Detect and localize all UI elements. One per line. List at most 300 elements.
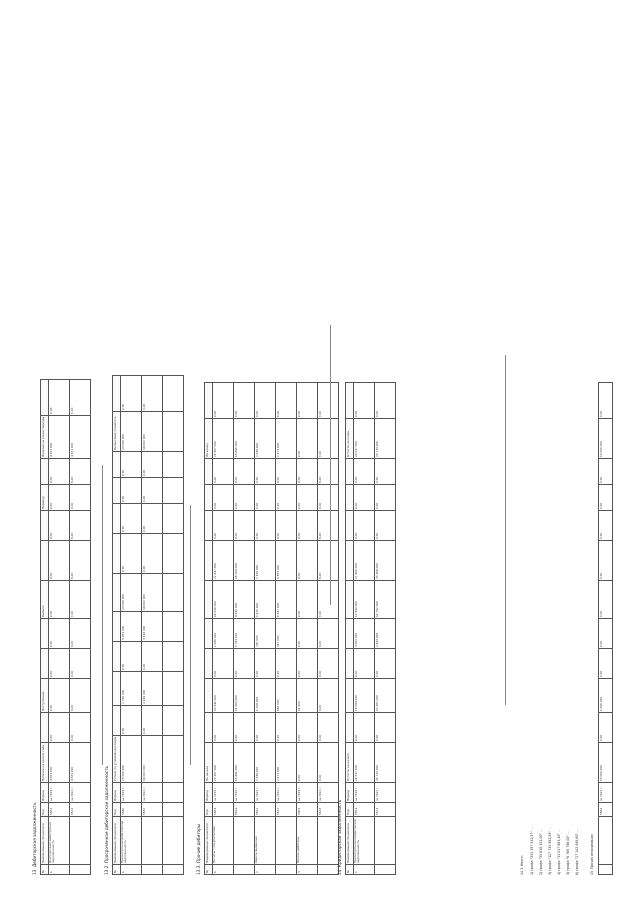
table-cell — [163, 783, 184, 803]
table-row — [375, 383, 396, 875]
table-cell: за 2022 г. — [234, 783, 255, 803]
table-cell: 0,00 — [234, 383, 255, 419]
table-cell: 1 647 000 — [276, 581, 297, 619]
table-cell: 0,00 — [297, 541, 318, 581]
table-cell: 700 000 — [255, 619, 276, 649]
table-cell — [375, 865, 396, 875]
table-cell: 5621 — [234, 803, 255, 817]
table-cell: 3 002 000 — [354, 619, 375, 649]
table-cell: 0,00 — [318, 743, 339, 783]
header-cell — [113, 533, 121, 573]
header-cell: Наименование показателя — [346, 817, 354, 865]
table-cell: 24 617 000 — [354, 743, 375, 783]
table-cell: 0,00 — [599, 581, 613, 619]
table-cell: 11 000 — [297, 679, 318, 713]
table-cell: 5602 — [255, 803, 276, 817]
table-cell: 0,00 — [70, 581, 91, 619]
table-cell: за 2022 г. — [142, 783, 163, 803]
last-table — [598, 382, 613, 875]
table-cell: 0,00 — [49, 679, 70, 713]
table-cell: 1 000 000 — [599, 679, 613, 713]
table-cell: 2 060 000 — [213, 619, 234, 649]
table-cell: 0,00 — [318, 383, 339, 419]
table-row — [276, 383, 297, 875]
header-cell — [205, 679, 213, 713]
header-cell — [346, 383, 354, 419]
table-cell: 0,00 — [318, 419, 339, 459]
table-cell: 956 000 — [276, 679, 297, 713]
table-cell: 0,00 — [70, 679, 91, 713]
table-cell: 0,00 — [318, 713, 339, 743]
header-cell: Наименование показателя — [113, 817, 121, 865]
table-cell: 27 901 000 — [354, 541, 375, 581]
table-cell: 0,00 — [255, 485, 276, 511]
note-line: 3) графа "127 734 982,49" ... — [548, 827, 552, 875]
table-header-row — [205, 383, 213, 875]
table-cell — [318, 865, 339, 875]
table-cell: 0,00 — [599, 459, 613, 485]
table-cell — [163, 611, 184, 641]
table-cell: 13 187 000 — [375, 679, 396, 713]
table-cell: 0,00 — [297, 713, 318, 743]
note-line: 5) графа "6 768 786,00" ... — [566, 831, 570, 875]
table-row — [599, 383, 613, 875]
table-row — [121, 375, 142, 874]
table-cell: 0,00 — [276, 485, 297, 511]
table-cell: 2 159 000 — [255, 541, 276, 581]
header-cell — [205, 485, 213, 511]
header-cell — [346, 541, 354, 581]
table-cell: 5601 — [213, 803, 234, 817]
table-cell: 10 792 000 — [375, 581, 396, 619]
table-cell: 0,00 — [255, 511, 276, 541]
table-cell — [234, 865, 255, 875]
table-cell: 0,00 — [297, 485, 318, 511]
header-cell: Остаток на начало — [346, 743, 354, 783]
table-cell — [142, 817, 163, 865]
table-cell: 0,00 — [375, 713, 396, 743]
table-cell: 0,00 — [142, 533, 163, 573]
header-cell: Наименование показателя — [205, 817, 213, 865]
table-cell — [163, 705, 184, 735]
table-cell: 0,00 — [49, 541, 70, 581]
table-cell — [599, 865, 613, 875]
table-cell: за 2022 г. — [276, 783, 297, 803]
table-cell: 0,00 — [49, 459, 70, 485]
table-cell: 0,00 — [255, 713, 276, 743]
header-cell: Код — [113, 803, 121, 817]
table-cell: 0,00 — [354, 649, 375, 679]
table-cell: 2 639 000 — [255, 419, 276, 459]
table-cell: 5622 — [276, 803, 297, 817]
table-cell: 0,00 — [375, 485, 396, 511]
header-cell — [346, 649, 354, 679]
table-cell: 4 561 000 — [49, 415, 70, 458]
table-header-row — [346, 383, 354, 875]
table-cell: 0,00 — [121, 533, 142, 573]
header-cell — [113, 573, 121, 611]
table-cell: 0,00 — [297, 619, 318, 649]
table-cell: 16 891 000 — [234, 743, 255, 783]
header-cell — [346, 511, 354, 541]
table-cell: 16 891 000 — [234, 419, 255, 459]
table-cell: 0,00 — [121, 451, 142, 477]
header-cell: Поступление — [41, 679, 49, 713]
header-cell — [113, 641, 121, 671]
header-cell: № — [113, 865, 121, 875]
table-cell — [375, 817, 396, 865]
header-cell — [113, 611, 121, 641]
table-cell: 0,00 — [354, 511, 375, 541]
section-title: 13.3. Прочие дебиторы — [196, 823, 201, 875]
table-cell — [163, 641, 184, 671]
table-cell: 0,00 — [142, 477, 163, 503]
table-cell: за 2022 г. — [375, 783, 396, 803]
table-cell: 1 — [213, 865, 234, 875]
table-cell: 20 713 000 — [375, 743, 396, 783]
header-cell: Выбыло — [41, 581, 49, 619]
table-cell: 0,00 — [276, 459, 297, 485]
table-cell: 0,00 — [318, 485, 339, 511]
table-cell: 20 367 000 — [213, 743, 234, 783]
table-cell: за 2023 г. — [255, 783, 276, 803]
table-cell: 0,00 — [318, 511, 339, 541]
header-cell — [346, 459, 354, 485]
table-row — [354, 383, 375, 875]
header-cell: Период — [41, 783, 49, 803]
table-cell: 0,00 — [49, 581, 70, 619]
table-cell: Расчеты с покупателями — [213, 817, 234, 865]
header-cell: На начало — [205, 743, 213, 783]
table-cell: 4 561 000 — [70, 743, 91, 783]
table-row — [213, 383, 234, 875]
table-cell: 0,00 — [599, 649, 613, 679]
table-cell: 0,00 — [213, 649, 234, 679]
table-cell: 1 — [121, 865, 142, 875]
header-cell — [41, 459, 49, 485]
table-cell: 0,00 — [49, 511, 70, 541]
table-cell: 0,00 — [354, 713, 375, 743]
table-cell: 0,00 — [49, 619, 70, 649]
table-cell — [599, 817, 613, 865]
table-cell — [276, 865, 297, 875]
header-cell — [41, 379, 49, 415]
table-cell: 19 062 000 — [142, 735, 163, 782]
table-cell: 0,00 — [234, 459, 255, 485]
table-cell: 0,00 — [276, 511, 297, 541]
header-cell: Балансовая стоимость — [113, 411, 121, 451]
table-cell: 13 000 000 — [599, 743, 613, 783]
divider — [102, 465, 103, 765]
table-cell: 1 — [354, 865, 375, 875]
table-cell: 5540 — [121, 803, 142, 817]
table-cell — [163, 573, 184, 611]
table-cell: 347 000 — [276, 619, 297, 649]
header-cell: Наименование показателя — [41, 817, 49, 865]
note-line: 4) графа "11 017 883,40" ... — [557, 829, 561, 875]
header-cell — [346, 679, 354, 713]
table-cell: 2 019 000 — [142, 671, 163, 705]
header-cell: На конец — [205, 419, 213, 459]
table-cell: 0,00 — [297, 459, 318, 485]
header-cell: Наличие на начало года — [41, 743, 49, 783]
table-cell: 3 128 000 — [142, 611, 163, 641]
table-cell: 0,00 — [599, 485, 613, 511]
table-cell: 4 561 000 — [49, 743, 70, 783]
table-cell: 0,00 — [318, 679, 339, 713]
table-cell: 0,00 — [213, 713, 234, 743]
table-cell: 5581 — [599, 803, 613, 817]
table-cell: 2 639 000 — [255, 743, 276, 783]
table-cell: 5571 — [375, 803, 396, 817]
header-cell: Период — [113, 783, 121, 803]
table-cell: 0,00 — [354, 383, 375, 419]
notes-title: 14.1. Итого: — [520, 854, 524, 875]
table-cell — [163, 735, 184, 782]
table-cell — [163, 411, 184, 451]
table-cell: 9 415 000 — [234, 581, 255, 619]
table-cell: 2 171 000 — [276, 419, 297, 459]
table-cell: 5551 — [354, 803, 375, 817]
header-cell — [41, 649, 49, 679]
header-cell — [205, 511, 213, 541]
table-cell: 1 976 000 — [255, 581, 276, 619]
table-cell: 1 208 000 — [255, 679, 276, 713]
header-cell: Перевод — [41, 485, 49, 511]
table-cell: 0,00 — [276, 383, 297, 419]
header-cell — [346, 713, 354, 743]
header-cell — [205, 541, 213, 581]
table-cell: 5623 — [318, 803, 339, 817]
table-cell: 0,00 — [318, 649, 339, 679]
table-cell — [142, 865, 163, 875]
table-cell: 0,00 — [70, 619, 91, 649]
table-cell: 13 000 000 — [599, 419, 613, 459]
table-cell: 13 541 000 — [213, 679, 234, 713]
table-cell — [163, 671, 184, 705]
table-cell: 0,00 — [142, 641, 163, 671]
table-cell: Долгосрочная дебиторская задолженность — [49, 817, 70, 865]
table-cell: 11 030 000 — [213, 581, 234, 619]
table-cell: 0,00 — [255, 459, 276, 485]
table-cell: 4 561 000 — [70, 415, 91, 458]
table-cell: 3 — [297, 865, 318, 875]
table-header-row — [113, 375, 121, 874]
header-cell: № — [41, 865, 49, 875]
table-cell: 0,00 — [297, 419, 318, 459]
header-cell — [113, 375, 121, 411]
note-line: 1) графа "333 197 542,97" ... — [530, 827, 534, 875]
header-cell: Период — [346, 783, 354, 803]
table-cell: 0,00 — [70, 713, 91, 743]
table-cell — [163, 817, 184, 865]
header-cell — [205, 459, 213, 485]
table-cell: 0,00 — [599, 511, 613, 541]
table-cell: 1 781 000 — [234, 619, 255, 649]
table-row — [318, 383, 339, 875]
table-cell: 0,00 — [70, 649, 91, 679]
table-cell — [163, 803, 184, 817]
header-cell — [113, 705, 121, 735]
header-cell — [113, 503, 121, 533]
header-cell — [205, 649, 213, 679]
table-cell: 0,00 — [213, 511, 234, 541]
header-cell — [205, 713, 213, 743]
table-cell — [318, 817, 339, 865]
table-cell — [70, 865, 91, 875]
table-cell: 0,00 — [276, 713, 297, 743]
table-cell: 23 006 000 — [121, 411, 142, 451]
table-cell: за 2022 г. — [318, 783, 339, 803]
header-cell — [113, 477, 121, 503]
table-cell: 0,00 — [297, 511, 318, 541]
header-cell — [205, 383, 213, 419]
header-cell — [346, 581, 354, 619]
table-cell: 0,00 — [142, 451, 163, 477]
table-cell: за 2023 г. — [354, 783, 375, 803]
table-cell — [163, 451, 184, 477]
table-cell: 0,00 — [375, 383, 396, 419]
table-cell — [276, 817, 297, 865]
table-cell: 0,00 — [49, 649, 70, 679]
table-cell: 0,00 — [49, 713, 70, 743]
table-header-row — [41, 379, 49, 874]
table-cell: 5603 — [297, 803, 318, 817]
table-cell: 0,00 — [354, 459, 375, 485]
header-cell — [113, 671, 121, 705]
table-row — [234, 383, 255, 875]
table-cell: 18 209 000 — [234, 541, 255, 581]
table-cell: 20 713 000 — [375, 419, 396, 459]
table-cell: Прочие дебиторы — [297, 817, 318, 865]
table-cell: 0,00 — [255, 649, 276, 679]
table-cell: Краткосрочная кредиторская задолженность — [354, 817, 375, 865]
table-cell: 0,00 — [234, 713, 255, 743]
note-line: 2) графа "35 618 152,00" ... — [539, 829, 543, 875]
data-table — [112, 375, 184, 875]
table-cell: за 2022 г. — [70, 783, 91, 803]
section-title: 14. Кредиторская задолженность — [337, 799, 342, 875]
divider — [505, 355, 506, 705]
table-cell: 1 — [49, 865, 70, 875]
table-cell: 0,00 — [142, 705, 163, 735]
table-cell: Авансы выданные — [255, 817, 276, 865]
table-cell: 0,00 — [142, 375, 163, 411]
table-cell: 20 367 000 — [213, 419, 234, 459]
table-row — [163, 375, 184, 874]
header-cell: Период — [205, 783, 213, 803]
table-cell: за 2023 г. — [213, 783, 234, 803]
table-row — [142, 375, 163, 874]
table-cell: 0,00 — [234, 485, 255, 511]
header-cell: № — [205, 865, 213, 875]
header-cell — [41, 541, 49, 581]
table-cell: 0,00 — [121, 705, 142, 735]
header-cell: Учтено по условиям договора — [113, 735, 121, 782]
table-cell: 0,00 — [142, 503, 163, 533]
table-cell: 0,00 — [318, 459, 339, 485]
header-cell: Код — [205, 803, 213, 817]
table-cell — [163, 375, 184, 411]
last-section-title: 15. Прочая информация — [590, 834, 594, 875]
table-cell: 0,00 — [318, 581, 339, 619]
table-cell: 0,00 — [70, 541, 91, 581]
data-table — [40, 379, 91, 875]
table-cell: 24 617 000 — [354, 419, 375, 459]
table-cell: 0,00 — [276, 649, 297, 679]
header-cell — [41, 511, 49, 541]
table-cell: Краткосрочная дебиторская задолженность — [121, 817, 142, 865]
table-cell: 0,00 — [213, 485, 234, 511]
header-cell: Остаток на конец — [346, 419, 354, 459]
table-cell: 2 171 000 — [276, 743, 297, 783]
table-cell: 0,00 — [375, 511, 396, 541]
header-cell: Код — [346, 803, 354, 817]
table-cell: 0,00 — [599, 383, 613, 419]
table-cell: 1 853 000 — [276, 541, 297, 581]
table-cell: 0,00 — [234, 511, 255, 541]
table-cell: 2 443 000 — [375, 619, 396, 649]
table-cell — [163, 503, 184, 533]
table-cell: 0,00 — [121, 641, 142, 671]
divider — [330, 325, 331, 605]
table-cell: 0,00 — [255, 383, 276, 419]
header-cell: Код — [41, 803, 49, 817]
table-cell: 19 062 000 — [142, 411, 163, 451]
data-table — [345, 382, 396, 875]
header-cell — [41, 619, 49, 649]
table-cell: 23 006 000 — [121, 573, 142, 611]
table-cell: 22 847 000 — [213, 541, 234, 581]
table-cell: 0,00 — [297, 383, 318, 419]
table-cell: 5501 — [49, 803, 70, 817]
header-cell — [205, 581, 213, 619]
table-cell — [163, 865, 184, 875]
table-cell: 5 061 000 — [121, 611, 142, 641]
table-cell: 0,00 — [599, 541, 613, 581]
table-cell: 0,00 — [213, 459, 234, 485]
table-cell: 0,00 — [70, 485, 91, 511]
table-cell: 0,00 — [213, 383, 234, 419]
table-cell — [163, 533, 184, 573]
table-cell: 2 — [255, 865, 276, 875]
header-cell — [346, 485, 354, 511]
table-cell: 0,00 — [375, 459, 396, 485]
table-cell: 0,00 — [49, 485, 70, 511]
table-cell: 12 810 000 — [354, 581, 375, 619]
table-cell: 19 062 000 — [142, 573, 163, 611]
divider — [190, 505, 191, 765]
table-cell: 0,00 — [70, 511, 91, 541]
table-row — [297, 383, 318, 875]
table-cell — [234, 817, 255, 865]
table-cell: 0,00 — [599, 619, 613, 649]
header-cell — [346, 619, 354, 649]
table-cell: 0,00 — [70, 379, 91, 415]
table-cell: 0,00 — [318, 541, 339, 581]
table-cell: за 2023 г. — [121, 783, 142, 803]
header-cell — [205, 619, 213, 649]
table-cell: 23 006 000 — [121, 735, 142, 782]
table-cell: 0,00 — [49, 379, 70, 415]
data-table — [204, 382, 339, 875]
table-cell: за 2023 г. — [599, 783, 613, 803]
header-cell — [113, 451, 121, 477]
table-cell: 0,00 — [121, 477, 142, 503]
header-cell: Наличие на конец периода — [41, 415, 49, 458]
table-cell: 5521 — [70, 803, 91, 817]
table-cell: 16 094 000 — [354, 679, 375, 713]
